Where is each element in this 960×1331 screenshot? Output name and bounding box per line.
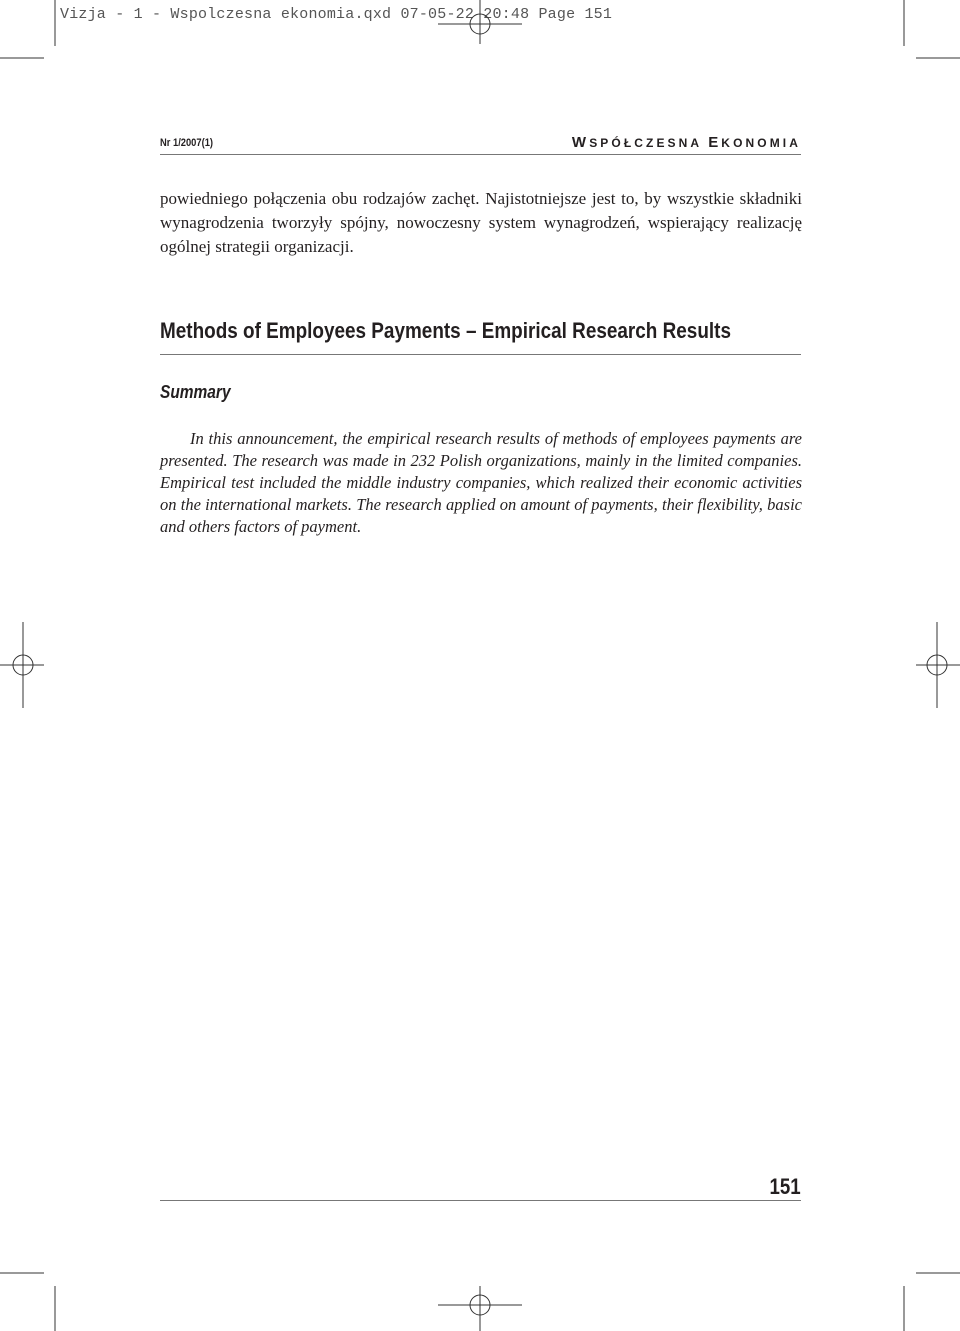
print-slug-line: Vizja - 1 - Wspolczesna ekonomia.qxd 07-05-22 20:48 Page 151: [60, 6, 613, 23]
issue-number: Nr 1/2007(1): [160, 137, 214, 149]
registration-target-bottom: [438, 1286, 522, 1331]
registration-target-top: [438, 0, 522, 44]
title-rule: [160, 354, 801, 355]
page-number: 151: [769, 1174, 801, 1199]
journal-name: WSPÓŁCZESNA EKONOMIA: [571, 134, 801, 151]
article-title: Methods of Employees Payments – Empirical Research Results: [160, 318, 731, 343]
summary-heading: Summary: [160, 382, 231, 402]
running-head: [160, 134, 801, 155]
intro-paragraph: powiedniego połączenia obu rodzajów zachęt. Najistotniejsze jest to, by wszystkie składniki wynagrodzenia tworzyły spójny, nowoczesny system wynagrodzeń, wspierający realizację ogólnej strategii organizacji.: [160, 189, 802, 256]
registration-target-right: [916, 622, 960, 708]
footer-rule: [160, 1200, 801, 1201]
summary-text: In this announcement, the empirical research results of methods of employees payments are presented. The research was made in 232 Polish organizations, mainly in the limited companies. Empirical test included the middle industry companies, which realized their economic activities on the international markets. The research applied on amount of payments, their flexibility, basic and others factors of payment.: [160, 429, 802, 536]
registration-target-left: [0, 622, 44, 708]
